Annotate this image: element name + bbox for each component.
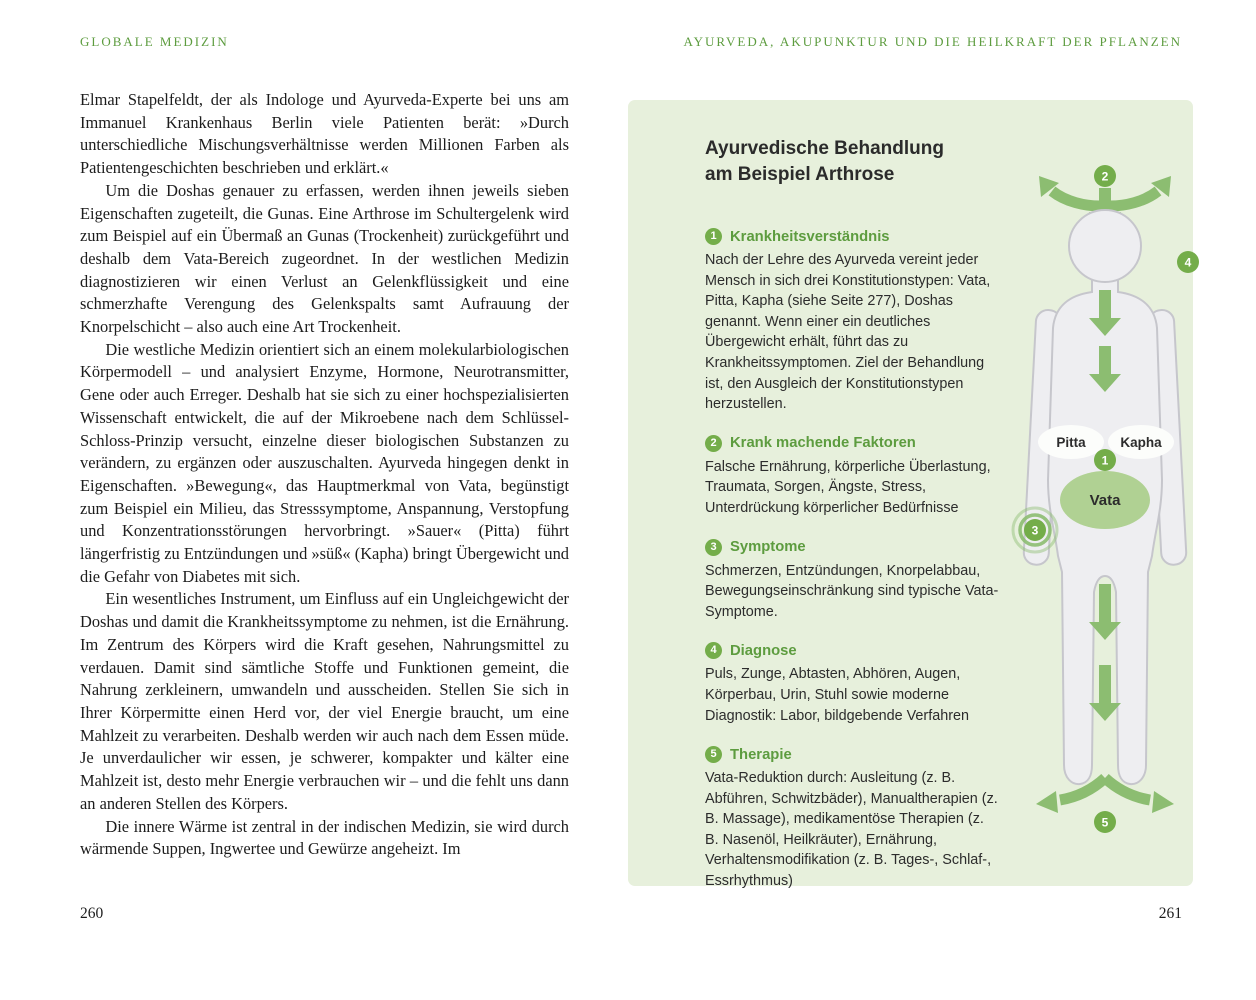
page-number-left: 260 [80,905,104,922]
svg-text:5: 5 [1101,815,1109,830]
infobox-title-line2: am Beispiel Arthrose [705,164,895,185]
section-krank-machende-faktoren [705,435,1001,519]
section-heading: Therapie [730,746,792,763]
ayurveda-infobox [628,100,1193,890]
section-body: Vata-Reduktion durch: Ausleitung (z. B. Abführen, Schwitzbäder), Manualtherapien (z. B. Massage), medikamentöse Therapien (z. B. Nasenöl, Heilkräuter), Ernährung, Verhaltensmodifikation (z. B. Tages-, Schlaf-, Essrhythmus) [705,770,998,890]
arrow-branch-left [1052,191,1100,206]
svg-text:1: 1 [1101,453,1109,468]
ayurveda-body-diagram [1000,160,1210,870]
paragraph: Um die Doshas genauer zu erfassen, werden ihnen jeweils sieben Eigenschaften zugeteilt, die Gunas. Eine Arthrose im Schultergelenk wird zum Beispiel auf ein Übermaß an Gunas (Trockenheit) zurückgeführt und deshalb dem Vata-Bereich zugeordnet. In der westlichen Medizin diagnostizieren wir einen Verlust an Gelenkflüssigkeit und eine schmerzhafte Verengung des Gelenkspalts samt Aufrauung der Knorpelschicht – also auch eine Art Trockenheit. [80,180,569,337]
pitta-label: Pitta [1056,435,1086,450]
vata-label: Vata [1089,492,1121,509]
infobox-sections [705,228,1001,912]
diagram-badge-4 [1177,251,1199,273]
section-body: Nach der Lehre des Ayurveda vereint jeder Mensch in sich drei Konstitutionstypen: Vata, Pitta, Kapha (siehe Seite 277), Doshas genannt. Wenn einer ein deutliches Übergewicht erhält, führt das zu Krankheitssymptomen. Ziel der Behandlung ist, den Ausgleich der Konstitutionstypen herzustellen. [705,252,991,413]
kapha-label: Kapha [1120,435,1162,450]
paragraph: Ein wesentliches Instrument, um Einfluss auf ein Ungleichgewicht der Doshas und damit die Krankheitssymptome zu nehmen, ist die Ernährung. Im Zentrum des Körpers wird die Kraft gesehen, Nahrungsmittel zu verdauen. Damit sind sämtliche Stoffe und Funktionen gemeint, die Nahrung zerkleinern, umwandeln und ausscheiden. Stellen Sie sich in Ihrer Körpermitte einen Herd vor, der viel Energie braucht, um eine Mahlzeit zu verarbeiten. Deshalb werden wir auch nach dem Essen müde. Je unverdaulicher wir essen, je schwerer, kompakter und kälter eine Mahlzeit ist, desto mehr Energie verbrauchen wir – und die fehlt uns dann an anderen Stellen des Körpers. [80,589,569,813]
section-body: Puls, Zunge, Abtasten, Abhören, Augen, Körperbau, Urin, Stuhl sowie moderne Diagnostik: Labor, bildgebende Verfahren [705,666,970,724]
paragraph: Die westliche Medizin orientiert sich an einem molekularbiologischen Körpermodell – und analysiert Enzyme, Hormone, Neurotransmitter, Gene oder auch Erreger. Deshalb hat sie sich zu einer hochspezialisierten Wissenschaft entwickelt, die auf der Mikroebene nach dem Schlüssel-Schloss-Prinzip versucht, einzelne dieser biologischen Substanzen zu verändern, zu ergänzen oder auszuschalten. Ayurveda hingegen denkt in Eigenschaften. »Bewegung«, das Hauptmerkmal von Vata, begünstigt zum Beispiel ein Milieu, das Stresssymptome, Anspannung, Verstopfung und Konzentrationsstörungen hervorbringt. »Sauer« (Pitta) führt längerfristig zu Entzündungen und »süß« (Kapha) bringt Übergewicht und die Gefahr von Diabetes mit sich. [80,339,569,586]
section-number-badge: 4 [705,642,722,659]
svg-text:3: 3 [1031,523,1039,538]
section-heading: Diagnose [730,642,797,659]
running-head-right: AYURVEDA, AKUPUNKTUR UND DIE HEILKRAFT DER PFLANZEN [683,34,1182,49]
head [1069,210,1141,282]
svg-text:4: 4 [1184,255,1192,270]
arrow-branch-right [1110,191,1158,206]
section-number-badge: 5 [705,746,722,763]
section-number-badge: 3 [705,539,722,556]
running-head-left: GLOBALE MEDIZIN [80,34,229,49]
section-number-badge: 1 [705,228,722,245]
section-heading: Krankheitsverständnis [730,228,890,245]
section-krankheitsverstaendnis [705,228,1001,415]
infobox-title [705,136,1005,188]
svg-text:2: 2 [1101,169,1109,184]
page-number-right: 261 [1158,905,1182,922]
section-heading: Krank machende Faktoren [730,435,916,452]
section-body: Falsche Ernährung, körperliche Überlastung, Traumata, Sorgen, Ängste, Stress, Unterdrückung körperlicher Bedürfnisse [705,458,991,516]
arrowhead-bottom-left [1036,791,1058,813]
arrowhead-bottom-right [1152,791,1174,813]
diagram-badge-1 [1094,449,1116,471]
diagram-badge-5 [1094,811,1116,833]
diagram-badge-3 [1024,519,1046,541]
paragraph: Die innere Wärme ist zentral in der indischen Medizin, sie wird durch wärmende Suppen, Ingwertee und Gewürze angeheizt. Im [80,816,569,859]
section-diagnose [705,642,1001,726]
diagram-badge-2 [1094,165,1116,187]
left-page-body [80,89,569,861]
section-therapie [705,746,1001,892]
paragraph: Elmar Stapelfeldt, der als Indologe und Ayurveda-Experte bei uns am Immanuel Krankenhaus Berlin viele Patienten berät: »Durch unterschiedliche Mischungsverhältnisse werden Millionen Farben als Patientengeschichten beschrieben und erklärt.« [80,90,569,178]
section-body: Schmerzen, Entzündungen, Knorpelabbau, Bewegungseinschränkung sind typische Vata-Symptome. [705,562,999,620]
infobox-title-line1: Ayurvedische Behandlung [705,138,944,159]
section-number-badge: 2 [705,435,722,452]
section-symptome [705,539,1001,623]
section-heading: Symptome [730,539,806,556]
